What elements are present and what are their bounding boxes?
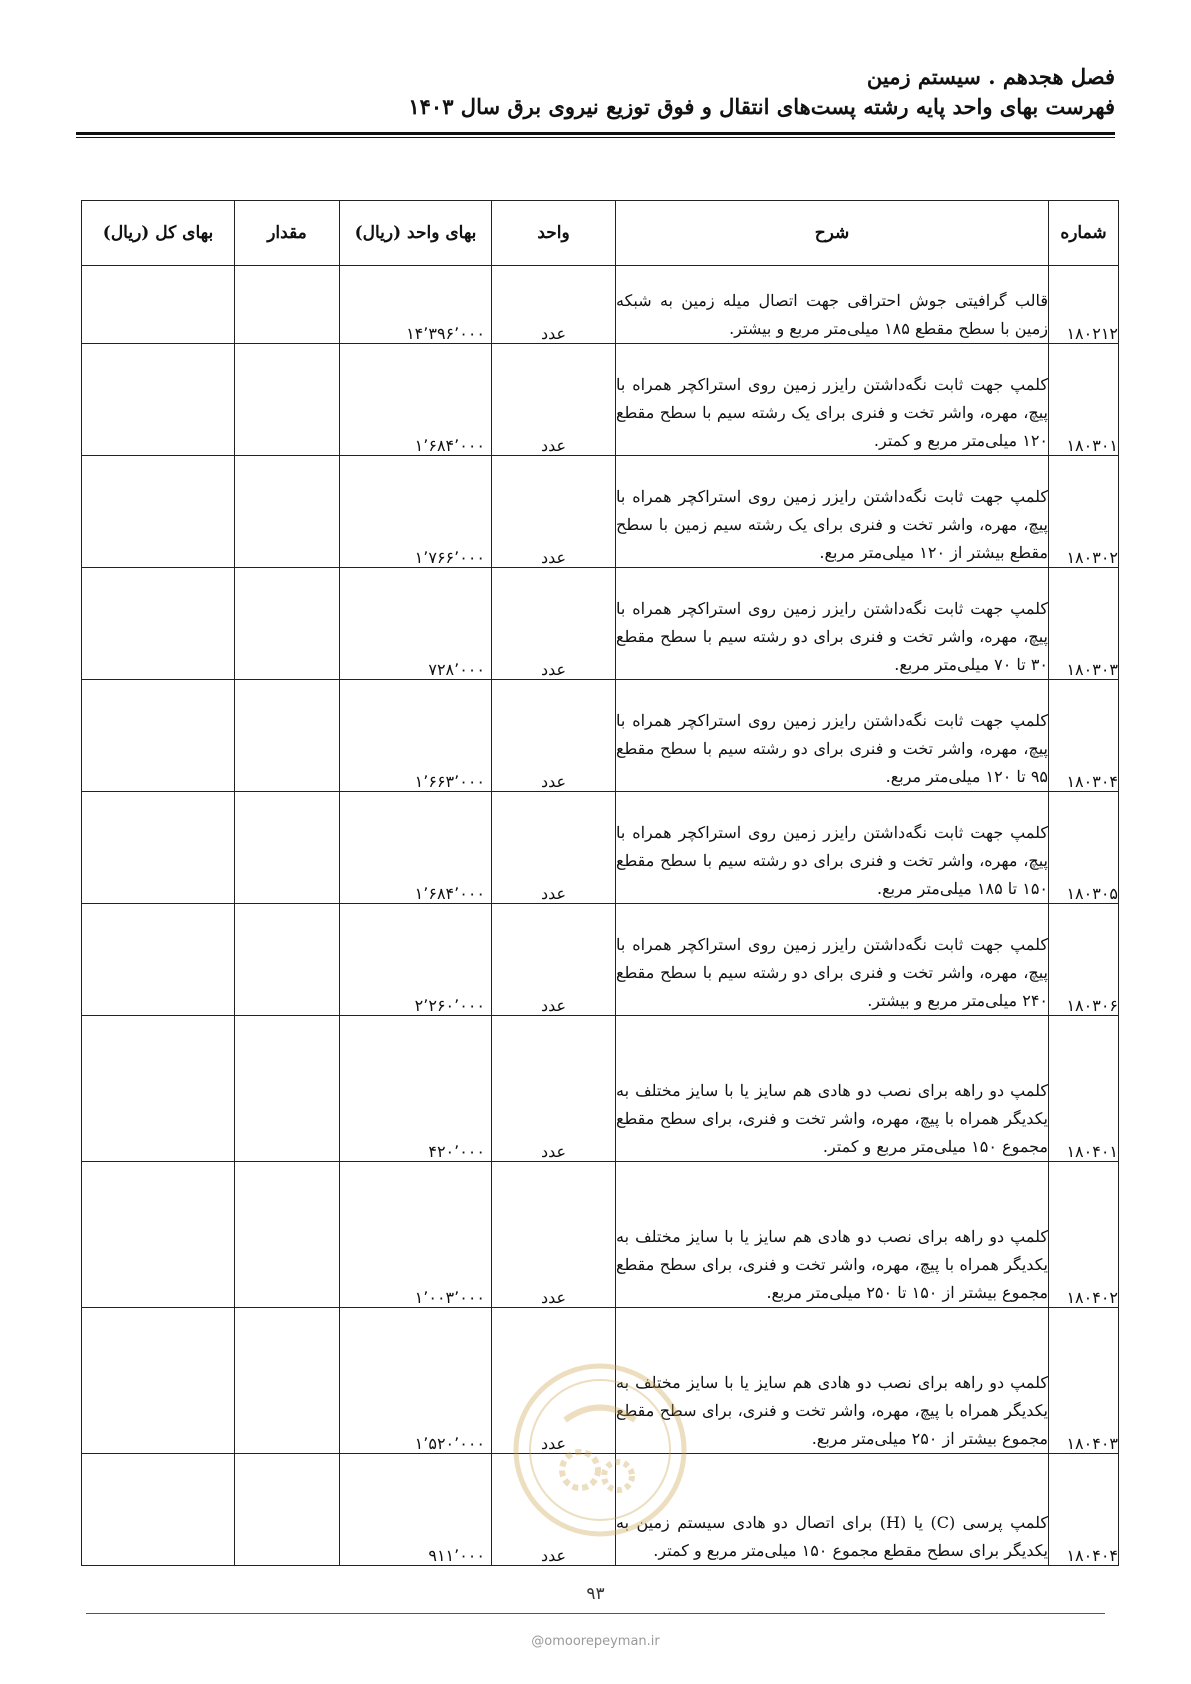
row-description: کلمپ دو راهه برای نصب دو هادی هم سایز یا با سایز مختلف به یکدیگر همراه با پیچ، مهره، واشر تخت و فنری، برای سطح مقطع مجموع ۱۵۰ میلی‌متر مربع و کمتر. bbox=[616, 1016, 1049, 1162]
row-description: کلمپ دو راهه برای نصب دو هادی هم سایز یا با سایز مختلف به یکدیگر همراه با پیچ، مهره، واشر تخت و فنری، برای سطح مقطع مجموع بیشتر از ۱۵۰ تا ۲۵۰ میلی‌متر مربع. bbox=[616, 1162, 1049, 1308]
row-total-price bbox=[82, 904, 235, 1016]
row-unit: عدد bbox=[492, 904, 616, 1016]
table-header-row bbox=[82, 201, 1119, 266]
chapter-title: فصل هجدهم . سیستم زمین bbox=[866, 64, 1115, 89]
row-total-price bbox=[82, 266, 235, 344]
row-quantity bbox=[235, 1454, 340, 1566]
row-unit-price: ۱٬۶۶۳٬۰۰۰ bbox=[414, 772, 485, 791]
row-description: کلمپ پرسی (C) یا (H) برای اتصال دو هادی سیستم زمین به یکدیگر برای سطح مقطع مجموع ۱۵۰ میلی‌متر مربع و کمتر. bbox=[616, 1454, 1049, 1566]
row-code: ۱۸۰۳۰۵ bbox=[1049, 792, 1119, 904]
row-total-price bbox=[82, 1454, 235, 1566]
row-quantity bbox=[235, 1308, 340, 1454]
row-description: قالب گرافیتی جوش احتراقی جهت اتصال میله زمین به شبکه زمین با سطح مقطع ۱۸۵ میلی‌متر مربع و بیشتر. bbox=[616, 266, 1049, 344]
document-title: فهرست بهای واحد پایه رشته پست‌های انتقال و فوق توزیع نیروی برق سال ۱۴۰۳ bbox=[408, 94, 1115, 119]
header-unit-price: بهای واحد (ریال) bbox=[340, 201, 492, 266]
row-total-price bbox=[82, 456, 235, 568]
row-quantity bbox=[235, 456, 340, 568]
row-code: ۱۸۰۴۰۴ bbox=[1049, 1454, 1119, 1566]
row-total-price bbox=[82, 1308, 235, 1454]
row-total-price bbox=[82, 680, 235, 792]
table-row bbox=[82, 266, 1119, 344]
row-total-price bbox=[82, 1162, 235, 1308]
row-unit-price: ۱۴٬۳۹۶٬۰۰۰ bbox=[406, 324, 485, 343]
row-total-price bbox=[82, 344, 235, 456]
table-row bbox=[82, 1454, 1119, 1566]
row-unit-price: ۱٬۶۸۴٬۰۰۰ bbox=[414, 884, 485, 903]
site-watermark: @omoorepeyman.ir bbox=[531, 1634, 660, 1649]
row-quantity bbox=[235, 904, 340, 1016]
row-code: ۱۸۰۴۰۲ bbox=[1049, 1162, 1119, 1308]
row-quantity bbox=[235, 1162, 340, 1308]
header-rule-thick bbox=[76, 132, 1115, 135]
row-unit-price: ۲٬۲۶۰٬۰۰۰ bbox=[414, 996, 485, 1015]
row-quantity bbox=[235, 1016, 340, 1162]
header-code: شماره bbox=[1049, 201, 1119, 266]
row-unit-price: ۴۲۰٬۰۰۰ bbox=[428, 1142, 485, 1161]
row-code: ۱۸۰۴۰۳ bbox=[1049, 1308, 1119, 1454]
table-row bbox=[82, 680, 1119, 792]
table-row bbox=[82, 1016, 1119, 1162]
table-row bbox=[82, 904, 1119, 1016]
row-code: ۱۸۰۳۰۴ bbox=[1049, 680, 1119, 792]
header-total-price: بهای کل (ریال) bbox=[82, 201, 235, 266]
row-total-price bbox=[82, 792, 235, 904]
page-number: ۹۳ bbox=[586, 1584, 605, 1604]
row-unit: عدد bbox=[492, 1308, 616, 1454]
row-unit-price: ۹۱۱٬۰۰۰ bbox=[428, 1546, 485, 1565]
header-quantity: مقدار bbox=[235, 201, 340, 266]
row-code: ۱۸۰۲۱۲ bbox=[1049, 266, 1119, 344]
table-row bbox=[82, 1308, 1119, 1454]
row-total-price bbox=[82, 1016, 235, 1162]
row-quantity bbox=[235, 568, 340, 680]
row-code: ۱۸۰۳۰۲ bbox=[1049, 456, 1119, 568]
row-unit: عدد bbox=[492, 344, 616, 456]
row-quantity bbox=[235, 792, 340, 904]
row-unit-price: ۱٬۶۸۴٬۰۰۰ bbox=[414, 436, 485, 455]
row-code: ۱۸۰۳۰۱ bbox=[1049, 344, 1119, 456]
row-unit: عدد bbox=[492, 266, 616, 344]
row-code: ۱۸۰۴۰۱ bbox=[1049, 1016, 1119, 1162]
row-unit: عدد bbox=[492, 1016, 616, 1162]
row-description: کلمپ جهت ثابت نگه‌داشتن رایزر زمین روی استراکچر همراه با پیچ، مهره، واشر تخت و فنری برای دو رشته سیم با سطح مقطع ۹۵ تا ۱۲۰ میلی‌متر مربع. bbox=[616, 680, 1049, 792]
row-code: ۱۸۰۳۰۳ bbox=[1049, 568, 1119, 680]
row-unit: عدد bbox=[492, 456, 616, 568]
table-row bbox=[82, 568, 1119, 680]
row-unit-price: ۱٬۵۲۰٬۰۰۰ bbox=[414, 1434, 485, 1453]
row-description: کلمپ جهت ثابت نگه‌داشتن رایزر زمین روی استراکچر همراه با پیچ، مهره، واشر تخت و فنری برای دو رشته سیم با سطح مقطع ۲۴۰ میلی‌متر مربع و بیشتر. bbox=[616, 904, 1049, 1016]
row-description: کلمپ جهت ثابت نگه‌داشتن رایزر زمین روی استراکچر همراه با پیچ، مهره، واشر تخت و فنری برای یک رشته سیم زمین با سطح مقطع بیشتر از ۱۲۰ میلی‌متر مربع. bbox=[616, 456, 1049, 568]
table-row bbox=[82, 456, 1119, 568]
row-description: کلمپ جهت ثابت نگه‌داشتن رایزر زمین روی استراکچر همراه با پیچ، مهره، واشر تخت و فنری برای دو رشته سیم با سطح مقطع ۱۵۰ تا ۱۸۵ میلی‌متر مربع. bbox=[616, 792, 1049, 904]
page-header bbox=[76, 62, 1115, 122]
row-unit: عدد bbox=[492, 680, 616, 792]
row-quantity bbox=[235, 266, 340, 344]
row-description: کلمپ جهت ثابت نگه‌داشتن رایزر زمین روی استراکچر همراه با پیچ، مهره، واشر تخت و فنری برای یک رشته سیم با سطح مقطع ۱۲۰ میلی‌متر مربع و کمتر. bbox=[616, 344, 1049, 456]
row-quantity bbox=[235, 344, 340, 456]
footer-rule bbox=[86, 1613, 1105, 1614]
table-row bbox=[82, 344, 1119, 456]
row-unit-price: ۱٬۷۶۶٬۰۰۰ bbox=[414, 548, 485, 567]
row-unit-price: ۷۲۸٬۰۰۰ bbox=[428, 660, 485, 679]
row-quantity bbox=[235, 680, 340, 792]
row-unit: عدد bbox=[492, 1454, 616, 1566]
row-total-price bbox=[82, 568, 235, 680]
header-rule-thin bbox=[76, 137, 1115, 138]
row-description: کلمپ دو راهه برای نصب دو هادی هم سایز یا با سایز مختلف به یکدیگر همراه با پیچ، مهره، واشر تخت و فنری، برای سطح مقطع مجموع بیشتر از ۲۵۰ میلی‌متر مربع. bbox=[616, 1308, 1049, 1454]
row-unit: عدد bbox=[492, 568, 616, 680]
row-description: کلمپ جهت ثابت نگه‌داشتن رایزر زمین روی استراکچر همراه با پیچ، مهره، واشر تخت و فنری برای دو رشته سیم با سطح مقطع ۳۰ تا ۷۰ میلی‌متر مربع. bbox=[616, 568, 1049, 680]
row-unit-price: ۱٬۰۰۳٬۰۰۰ bbox=[414, 1288, 485, 1307]
price-list-table bbox=[81, 200, 1119, 1566]
row-unit: عدد bbox=[492, 1162, 616, 1308]
header-description: شرح bbox=[616, 201, 1049, 266]
table-row bbox=[82, 792, 1119, 904]
header-unit: واحد bbox=[492, 201, 616, 266]
table-row bbox=[82, 1162, 1119, 1308]
row-code: ۱۸۰۳۰۶ bbox=[1049, 904, 1119, 1016]
row-unit: عدد bbox=[492, 792, 616, 904]
